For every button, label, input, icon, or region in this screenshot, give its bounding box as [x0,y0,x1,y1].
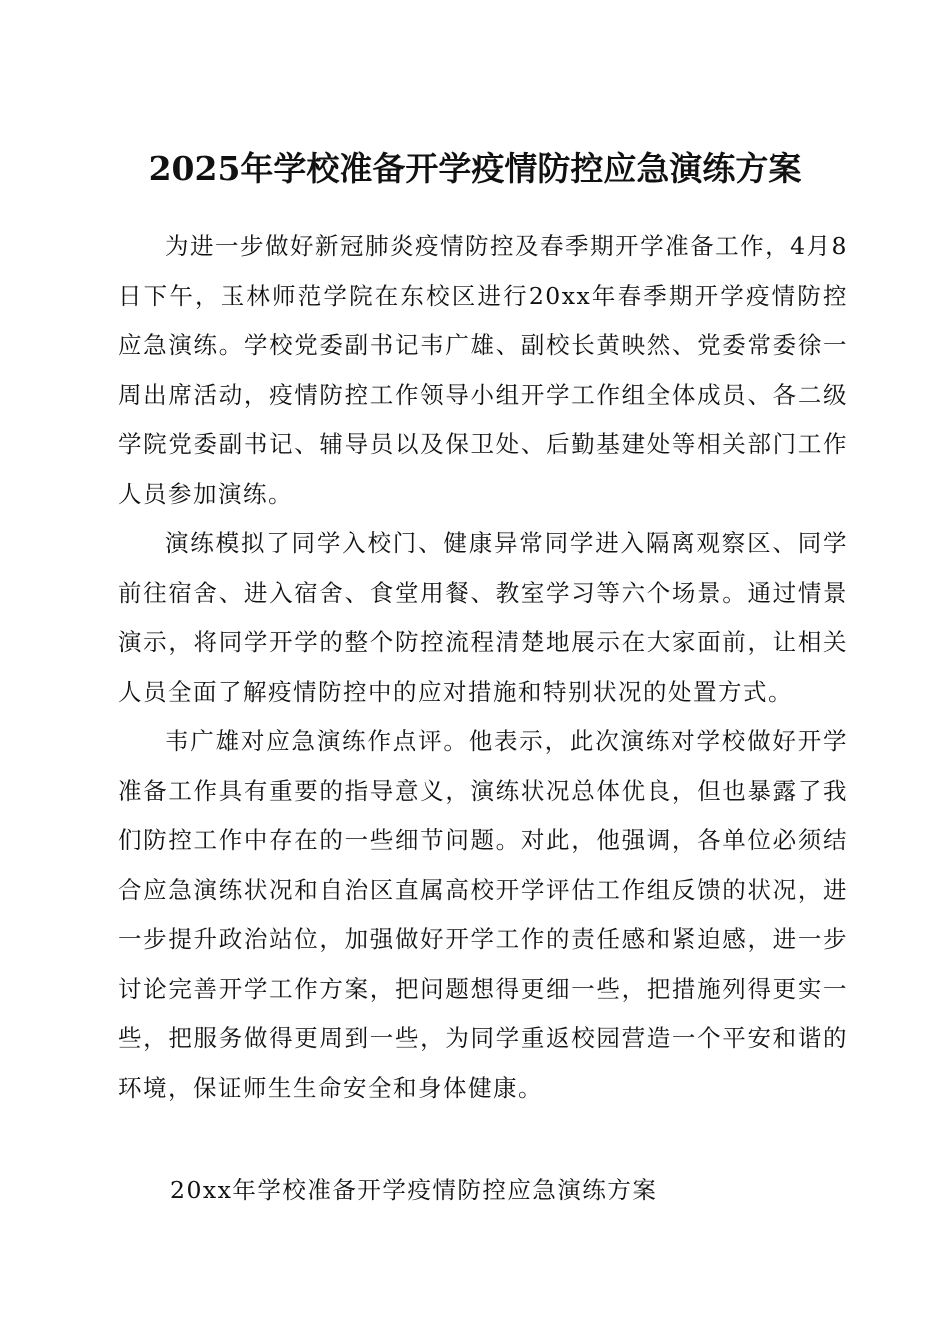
document-body [118,222,848,1113]
paragraph-1: 为进一步做好新冠肺炎疫情防控及春季期开学准备工作，4月8日下午，玉林师范学院在东校区进行20xx年春季期开学疫情防控应急演练。学校党委副书记韦广雄、副校长黄映然、党委常委徐一周出席活动，疫情防控工作领导小组开学工作组全体成员、各二级学院党委副书记、辅导员以及保卫处、后勤基建处等相关部门工作人员参加演练。 [118,232,848,508]
document-trailer-heading: 20xx年学校准备开学疫情防控应急演练方案 [170,1176,658,1204]
document-title: 2025年学校准备开学疫情防控应急演练方案 [148,149,802,188]
paragraph-3: 韦广雄对应急演练作点评。他表示，此次演练对学校做好开学准备工作具有重要的指导意义，演练状况总体优良，但也暴露了我们防控工作中存在的一些细节问题。对此，他强调，各单位必须结合应急演练状况和自治区直属高校开学评估工作组反馈的状况，进一步提升政治站位，加强做好开学工作的责任感和紧迫感，进一步讨论完善开学工作方案，把问题想得更细一些，把措施列得更实一些，把服务做得更周到一些，为同学重返校园营造一个平安和谐的环境，保证师生生命安全和身体健康。 [118,727,848,1102]
paragraph-2: 演练模拟了同学入校门、健康异常同学进入隔离观察区、同学前往宿舍、进入宿舍、食堂用餐、教室学习等六个场景。通过情景演示，将同学开学的整个防控流程清楚地展示在大家面前，让相关人员全面了解疫情防控中的应对措施和特别状况的处置方式。 [118,529,848,706]
